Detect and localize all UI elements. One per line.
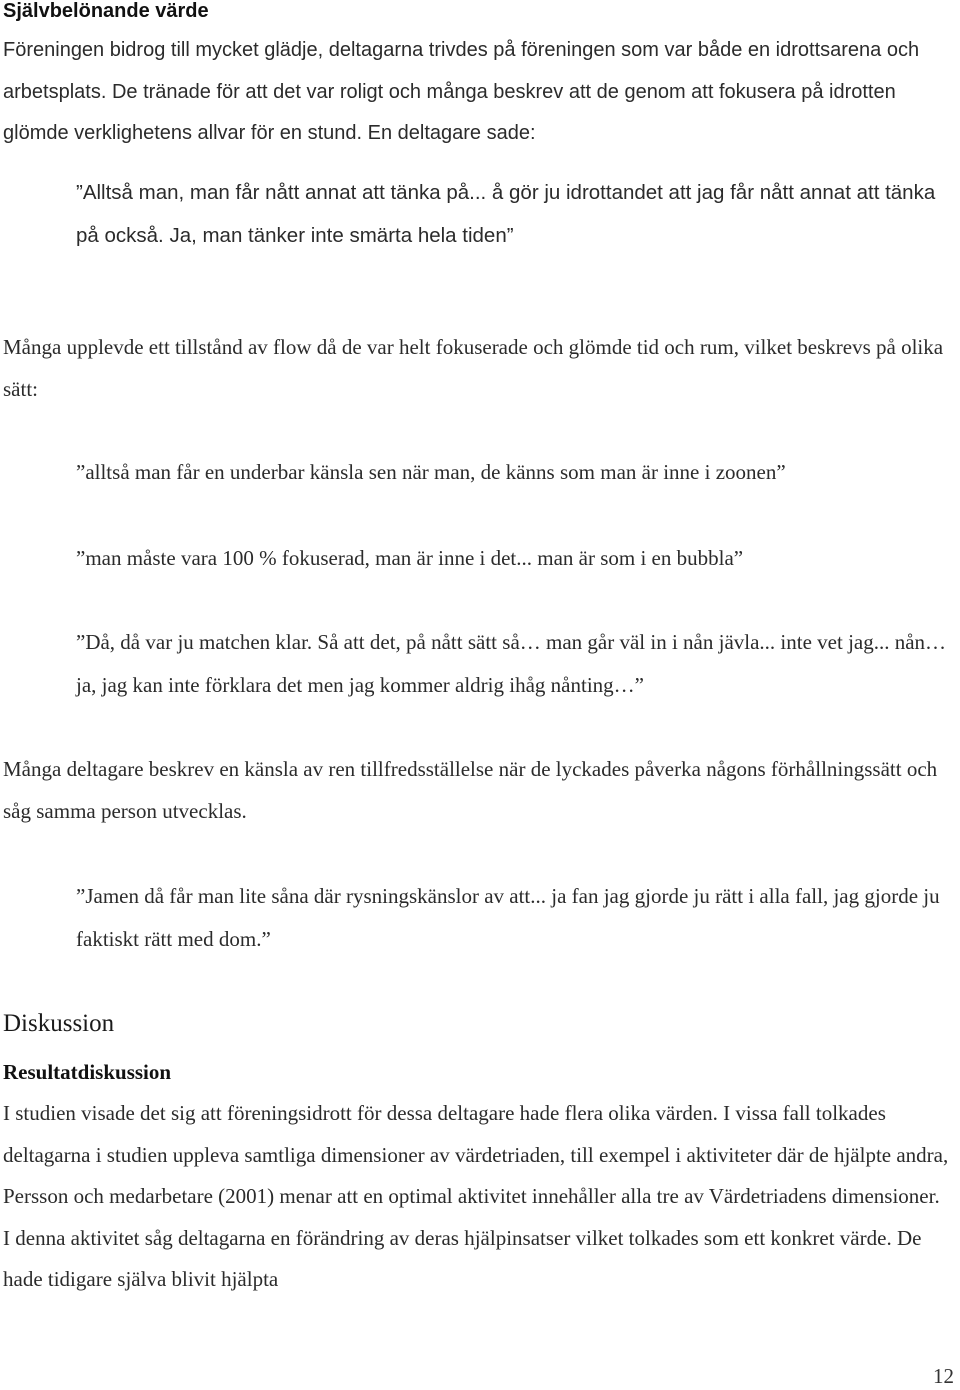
paragraph-satisfaction: Många deltagare beskrev en känsla av ren tillfredsställelse när de lyckades påverka någons förhållningssätt och såg samma person utvecklas.	[3, 757, 938, 823]
paragraph-association-joy: Föreningen bidrog till mycket glädje, deltagarna trivdes på föreningen som var både en idrottsarena och arbetsplats. De tränade för att det var roligt och många beskrev att de genom att fokusera på idrotten glömde verklighetens allvar för en stund. En deltagare sade:	[3, 39, 920, 144]
page-number: 12	[933, 1364, 954, 1388]
quote-in-a-bubble: ”man måste vara 100 % fokuserad, man är inne i det... man är som i en bubbla”	[76, 546, 744, 570]
quote-match-over: ”Då, då var ju matchen klar. Så att det, på nått sätt så… man går väl in i nån jävla... inte vet jag... nån… ja, jag kan inte förklara det men jag kommer aldrig ihåg nånting…”	[76, 630, 947, 697]
paragraph-discussion: I studien visade det sig att föreningsidrott för dessa deltagare hade flera olika värden. I vissa fall tolkades deltagarna i studien uppleva samtliga dimensioner av värdetriaden, till exempel i aktiviteter där de hjälpte andra, Persson och medarbetare (2001) menar att en optimal aktivitet innehåller alla tre av Värdetriadens dimensioner. I denna aktivitet såg deltagarna en förändring av deras hjälpinsatser vilket tolkades som ett konkret värde. De hade tidigare själva blivit hjälpta	[3, 1101, 949, 1291]
quote-did-right: ”Jamen då får man lite såna där rysningskänslor av att... ja fan jag gjorde ju rätt i alla fall, jag gjorde ju faktiskt rätt med dom.”	[76, 884, 940, 951]
quote-think-about-other-things: ”Alltså man, man får nått annat att tänka på... å gör ju idrottandet att jag får nått annat att tänka på också. Ja, man tänker inte smärta hela tiden”	[76, 181, 936, 247]
section-heading-discussion: Diskussion	[3, 1010, 115, 1037]
quote-in-the-zone: ”alltså man får en underbar känsla sen när man, de känns som man är inne i zoonen”	[76, 460, 786, 484]
subheading-self-rewarding-value: Självbelönande värde	[3, 0, 209, 22]
subsection-heading-result-discussion: Resultatdiskussion	[3, 1060, 172, 1084]
paragraph-flow: Många upplevde ett tillstånd av flow då de var helt fokuserade och glömde tid och rum, vilket beskrevs på olika sätt:	[3, 335, 944, 401]
